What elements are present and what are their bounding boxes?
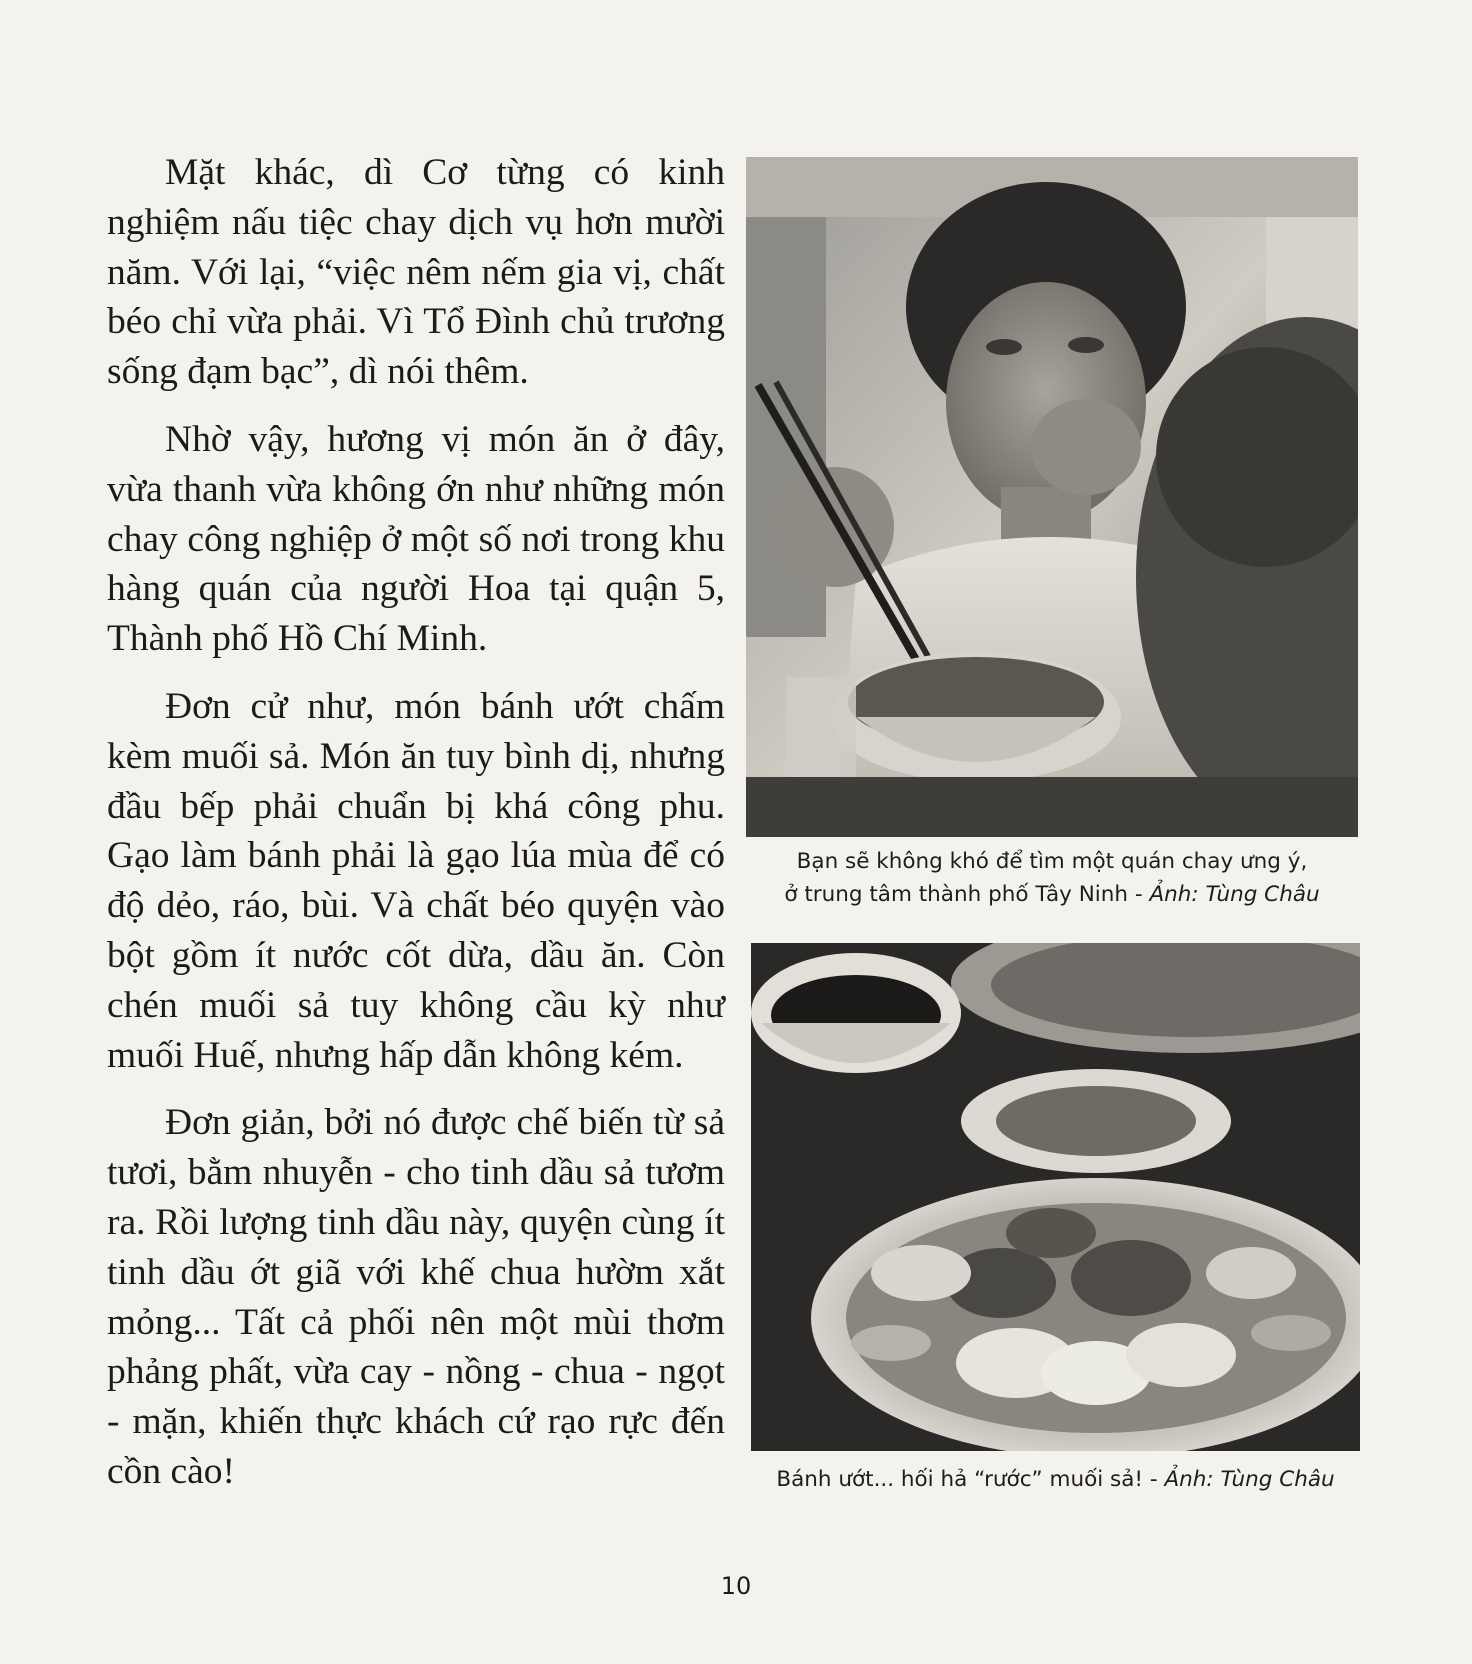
photo-woman-eating	[746, 157, 1358, 837]
paragraph: Nhờ vậy, hương vị món ăn ở đây, vừa thanh vừa không ớn như những món chay công nghiệp ở một số nơi trong khu hàng quán của người Hoa tại quận 5, Thành phố Hồ Chí Minh.	[107, 418, 725, 660]
paragraph: Đơn cử như, món bánh ướt chấm kèm muối sả. Món ăn tuy bình dị, nhưng đầu bếp phải chuẩn bị khá công phu. Gạo làm bánh phải là gạo lúa mùa để có độ dẻo, ráo, bùi. Và chất béo quyện vào bột gồm ít nước cốt dừa, dầu ăn. Còn chén muối sả tuy không cầu kỳ như muối Huế, nhưng hấp dẫn không kém.	[107, 685, 725, 1076]
body-text	[107, 148, 725, 1515]
caption-text: Bánh ướt... hối hả “rước” muối sả! -	[776, 1467, 1165, 1492]
photo-credit: Ảnh: Tùng Châu	[1149, 882, 1320, 907]
page-number: 10	[720, 1572, 752, 1600]
photo-credit: Ảnh: Tùng Châu	[1164, 1467, 1335, 1492]
caption-line	[751, 1463, 1360, 1496]
caption-line	[746, 878, 1358, 911]
photo-caption	[751, 1463, 1360, 1496]
caption-text: ở trung tâm thành phố Tây Ninh -	[784, 882, 1150, 907]
photo-caption	[746, 845, 1358, 911]
paragraph: Đơn giản, bởi nó được chế biến từ sả tươi, bằm nhuyễn - cho tinh dầu sả tươm ra. Rồi lượng tinh dầu này, quyện cùng ít tinh dầu ớt giã với khế chua hườm xắt mỏng... Tất cả phối nên một mùi thơm phảng phất, vừa cay - nồng - chua - ngọt - mặn, khiến thực khách cứ rạo rực đến cồn cào!	[107, 1102, 725, 1492]
caption-line: Bạn sẽ không khó để tìm một quán chay ưng ý,	[796, 849, 1308, 874]
paragraph: Mặt khác, dì Cơ từng có kinh nghiệm nấu tiệc chay dịch vụ hơn mười năm. Với lại, “việc nêm nếm gia vị, chất béo chỉ vừa phải. Vì Tổ Đình chủ trương sống đạm bạc”, dì nói thêm.	[107, 152, 725, 393]
photo-banh-uot-plate	[751, 943, 1360, 1451]
